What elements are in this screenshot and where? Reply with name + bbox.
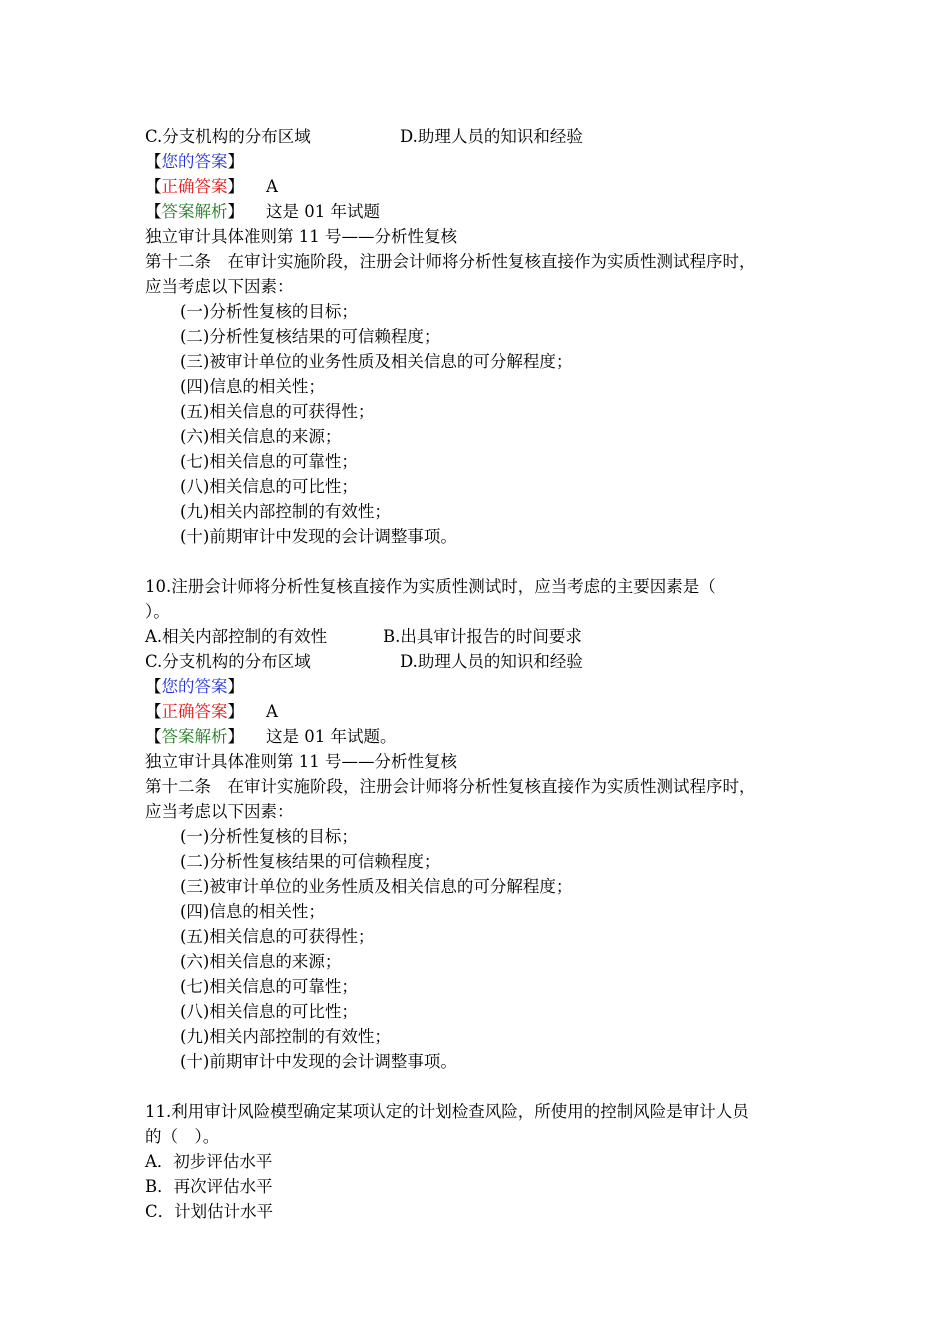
factor-item: (四)信息的相关性； xyxy=(180,902,325,921)
option-a: A.相关内部控制的有效性 xyxy=(145,627,328,646)
factor-item: (十)前期审计中发现的会计调整事项。 xyxy=(180,1052,457,1071)
factor-item: (八)相关信息的可比性； xyxy=(180,477,358,496)
factor-item: (一)分析性复核的目标； xyxy=(180,302,358,321)
article-line-1: 第十二条 在审计实施阶段，注册会计师将分析性复核直接作为实质性测试程序时， xyxy=(145,777,756,796)
standard-title: 独立审计具体准则第 11 号——分析性复核 xyxy=(145,752,457,771)
analysis-text: 这是 01 年试题。 xyxy=(266,727,397,746)
correct-answer-row: 【正确答案】 A xyxy=(145,702,278,721)
options-row-cd xyxy=(145,649,815,674)
option-c: C.分支机构的分布区域 xyxy=(145,652,311,671)
factor-item: (三)被审计单位的业务性质及相关信息的可分解程度； xyxy=(180,352,573,371)
your-answer-label: 您的答案 xyxy=(161,152,228,171)
factor-item: (五)相关信息的可获得性； xyxy=(180,402,375,421)
factor-item: (十)前期审计中发现的会计调整事项。 xyxy=(180,527,457,546)
analysis-text: 这是 01 年试题 xyxy=(266,202,380,221)
factor-item: (六)相关信息的来源； xyxy=(180,427,342,446)
option-a: A．初步评估水平 xyxy=(145,1152,273,1171)
option-d: D.助理人员的知识和经验 xyxy=(400,652,583,671)
factor-item: (八)相关信息的可比性； xyxy=(180,1002,358,1021)
options-row-cd xyxy=(145,124,815,149)
option-c: C．计划估计水平 xyxy=(145,1202,274,1221)
your-answer-label: 您的答案 xyxy=(161,677,228,696)
analysis-row: 【答案解析】 这是 01 年试题。 xyxy=(145,727,397,746)
document-content xyxy=(145,124,815,1224)
correct-answer-row: 【正确答案】 A xyxy=(145,177,278,196)
option-b: B.出具审计报告的时间要求 xyxy=(383,627,582,646)
option-b: B．再次评估水平 xyxy=(145,1177,273,1196)
correct-answer-label: 正确答案 xyxy=(161,702,228,721)
factor-item: (三)被审计单位的业务性质及相关信息的可分解程度； xyxy=(180,877,573,896)
factor-item: (六)相关信息的来源； xyxy=(180,952,342,971)
factor-item: (二)分析性复核结果的可信赖程度； xyxy=(180,327,441,346)
factor-item: (一)分析性复核的目标； xyxy=(180,827,358,846)
factor-item: (二)分析性复核结果的可信赖程度； xyxy=(180,852,441,871)
your-answer-row: 【您的答案】 xyxy=(145,152,244,171)
factor-item: (七)相关信息的可靠性； xyxy=(180,452,358,471)
your-answer-row: 【您的答案】 xyxy=(145,677,244,696)
question-11-line-2: 的（ ）。 xyxy=(145,1127,220,1146)
analysis-label: 答案解析 xyxy=(161,202,228,221)
factor-item: (九)相关内部控制的有效性； xyxy=(180,1027,391,1046)
factor-item: (七)相关信息的可靠性； xyxy=(180,977,358,996)
factor-item: (四)信息的相关性； xyxy=(180,377,325,396)
option-c: C.分支机构的分布区域 xyxy=(145,127,311,146)
article-line-1: 第十二条 在审计实施阶段，注册会计师将分析性复核直接作为实质性测试程序时， xyxy=(145,252,756,271)
analysis-row: 【答案解析】 这是 01 年试题 xyxy=(145,202,380,221)
options-row-ab xyxy=(145,624,815,649)
correct-answer-value: A xyxy=(266,177,278,196)
analysis-label: 答案解析 xyxy=(161,727,228,746)
question-10-line-2: ）。 xyxy=(145,602,170,621)
question-10-line-1: 10.注册会计师将分析性复核直接作为实质性测试时，应当考虑的主要因素是（ xyxy=(145,577,716,596)
spacer xyxy=(145,1074,815,1099)
correct-answer-value: A xyxy=(266,702,278,721)
article-line-2: 应当考虑以下因素： xyxy=(145,277,294,296)
spacer xyxy=(145,549,815,574)
option-d: D.助理人员的知识和经验 xyxy=(400,127,583,146)
factor-item: (五)相关信息的可获得性； xyxy=(180,927,375,946)
question-11-line-1: 11.利用审计风险模型确定某项认定的计划检查风险，所使用的控制风险是审计人员 xyxy=(145,1102,749,1121)
article-line-2: 应当考虑以下因素： xyxy=(145,802,294,821)
factor-item: (九)相关内部控制的有效性； xyxy=(180,502,391,521)
correct-answer-label: 正确答案 xyxy=(161,177,228,196)
standard-title: 独立审计具体准则第 11 号——分析性复核 xyxy=(145,227,457,246)
